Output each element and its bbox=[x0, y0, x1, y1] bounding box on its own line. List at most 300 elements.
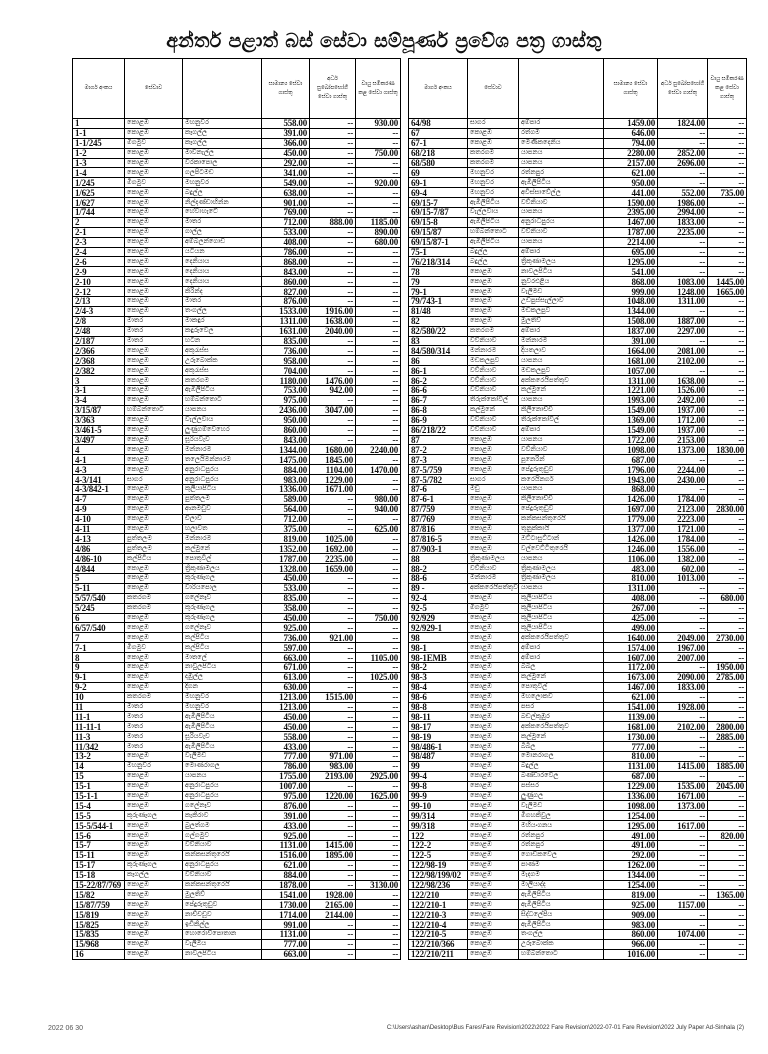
route-number-cell: 87-5/759 bbox=[409, 465, 468, 475]
origin-cell: කොළඹ bbox=[125, 158, 183, 168]
semi-luxury-fare-cell: -- bbox=[310, 682, 356, 692]
destination-cell: ඇඹිලිපිටිය bbox=[183, 722, 262, 732]
origin-cell: කුරුණෑගල bbox=[125, 811, 183, 821]
table-row bbox=[409, 544, 747, 554]
destination-cell: ගලපිටමඩ bbox=[183, 168, 262, 178]
semi-luxury-fare-cell: 1311.00 bbox=[658, 297, 708, 307]
semi-luxury-fare-cell: 1025.00 bbox=[310, 534, 356, 544]
origin-cell: කොළඹ bbox=[125, 465, 183, 475]
destination-cell: දිගන bbox=[183, 682, 262, 692]
ac-fare-cell: -- bbox=[708, 316, 747, 326]
semi-luxury-fare-cell: 1671.00 bbox=[658, 791, 708, 801]
destination-cell: දෙනියාය bbox=[183, 277, 262, 287]
destination-cell: කල්මුනේ bbox=[183, 544, 262, 554]
origin-cell: කොළඹ bbox=[468, 841, 519, 851]
ac-fare-cell: -- bbox=[356, 939, 401, 949]
table-row bbox=[409, 702, 747, 712]
semi-luxury-fare-cell: 1074.00 bbox=[658, 930, 708, 940]
table-row bbox=[73, 227, 401, 237]
destination-cell: හොරොව්පොතාන bbox=[183, 930, 262, 940]
destination-cell: කුලියාපිටිය bbox=[183, 484, 262, 494]
ac-fare-cell: -- bbox=[708, 455, 747, 465]
table-row bbox=[73, 643, 401, 653]
semi-luxury-fare-cell: 1712.00 bbox=[658, 415, 708, 425]
ac-fare-cell: -- bbox=[708, 880, 747, 890]
semi-luxury-fare-cell: -- bbox=[310, 732, 356, 742]
origin-cell: කොළඹ bbox=[125, 217, 183, 227]
destination-cell: වැල්ලවාය bbox=[183, 415, 262, 425]
semi-luxury-fare-cell: -- bbox=[310, 920, 356, 930]
ac-fare-cell: 680.00 bbox=[356, 237, 401, 247]
table-row bbox=[409, 870, 747, 880]
table-row bbox=[409, 732, 747, 742]
normal-fare-cell: 408.00 bbox=[604, 593, 658, 603]
route-number-cell: 67-1 bbox=[409, 138, 468, 148]
ac-fare-cell: -- bbox=[356, 742, 401, 752]
destination-cell: කිලිනොච්චි bbox=[519, 494, 604, 504]
route-number-cell: 13-2 bbox=[73, 752, 125, 762]
destination-cell: රත්ගම bbox=[519, 128, 604, 138]
normal-fare-cell: 621.00 bbox=[262, 860, 310, 870]
normal-fare-cell: 712.00 bbox=[262, 514, 310, 524]
table-row bbox=[409, 504, 747, 514]
destination-cell: යාපනය bbox=[519, 583, 604, 593]
normal-fare-cell: 425.00 bbox=[604, 613, 658, 623]
ac-fare-cell: -- bbox=[708, 771, 747, 781]
origin-cell: කොළඹ bbox=[468, 316, 519, 326]
destination-cell: අනුරාධපුරය bbox=[183, 860, 262, 870]
normal-fare-cell: 810.00 bbox=[604, 573, 658, 583]
destination-cell: මොණරාගල bbox=[183, 761, 262, 771]
destination-cell: බිබිල bbox=[519, 742, 604, 752]
route-number-cell: 15-4 bbox=[73, 801, 125, 811]
origin-cell: කොළඹ bbox=[125, 930, 183, 940]
normal-fare-cell: 753.00 bbox=[262, 386, 310, 396]
normal-fare-cell: 1229.00 bbox=[604, 781, 658, 791]
table-row bbox=[409, 366, 747, 376]
semi-luxury-fare-cell: -- bbox=[658, 366, 708, 376]
ac-fare-cell: -- bbox=[356, 158, 401, 168]
normal-fare-cell: 375.00 bbox=[262, 524, 310, 534]
semi-luxury-fare-cell: -- bbox=[658, 712, 708, 722]
origin-cell: කොළඹ bbox=[125, 613, 183, 623]
semi-luxury-fare-cell: 1916.00 bbox=[310, 306, 356, 316]
normal-fare-cell: 975.00 bbox=[262, 791, 310, 801]
ac-fare-cell: -- bbox=[356, 484, 401, 494]
origin-cell: කල්මුනේ bbox=[468, 405, 519, 415]
destination-cell: ඇඹිලිපිටිය bbox=[519, 920, 604, 930]
table-row bbox=[409, 722, 747, 732]
normal-fare-cell: 777.00 bbox=[604, 742, 658, 752]
normal-fare-cell: 366.00 bbox=[262, 138, 310, 148]
route-number-cell: 3-1 bbox=[73, 386, 125, 396]
normal-fare-cell: 2436.00 bbox=[262, 405, 310, 415]
destination-cell: ඇඹිලිපිටිය bbox=[183, 386, 262, 396]
origin-cell: කොළඹ bbox=[468, 287, 519, 297]
destination-cell: මහනුවර bbox=[183, 178, 262, 188]
semi-luxury-fare-cell: -- bbox=[310, 613, 356, 623]
table-row bbox=[73, 900, 401, 910]
normal-fare-cell: 1246.00 bbox=[604, 544, 658, 554]
ac-fare-cell: 1665.00 bbox=[708, 287, 747, 297]
route-number-cell: 15/968 bbox=[73, 939, 125, 949]
semi-luxury-fare-cell: 2153.00 bbox=[658, 435, 708, 445]
origin-cell: කොළඹ bbox=[468, 514, 519, 524]
route-number-cell: 1-1 bbox=[73, 128, 125, 138]
semi-luxury-fare-cell: -- bbox=[310, 208, 356, 218]
table-row bbox=[73, 208, 401, 218]
normal-fare-cell: 868.00 bbox=[262, 257, 310, 267]
destination-cell: ලුණුගම්වෙහෙර bbox=[183, 425, 262, 435]
route-number-cell: 4/86 bbox=[73, 544, 125, 554]
semi-luxury-fare-cell: 2081.00 bbox=[658, 346, 708, 356]
destination-cell: යාපනය bbox=[183, 771, 262, 781]
destination-cell: තංගල්ල bbox=[183, 306, 262, 316]
destination-cell: අම්පාර bbox=[519, 326, 604, 336]
semi-luxury-fare-cell: 1535.00 bbox=[658, 781, 708, 791]
origin-cell: කොළඹ bbox=[468, 662, 519, 672]
route-number-cell: 9-2 bbox=[73, 682, 125, 692]
ac-fare-cell: -- bbox=[708, 395, 747, 405]
route-number-cell: 9 bbox=[73, 662, 125, 672]
route-number-cell: 88-2 bbox=[409, 564, 468, 574]
semi-luxury-fare-cell: 1680.00 bbox=[310, 445, 356, 455]
route-number-cell: 81/48 bbox=[409, 306, 468, 316]
semi-luxury-fare-cell: -- bbox=[310, 158, 356, 168]
table-row bbox=[409, 217, 747, 227]
route-number-cell: 4-1 bbox=[73, 455, 125, 465]
origin-cell: කොළඹ bbox=[125, 435, 183, 445]
destination-cell: කුරුණෑගල bbox=[183, 603, 262, 613]
destination-cell: වව්නියාව bbox=[519, 227, 604, 237]
normal-fare-cell: 1213.00 bbox=[262, 702, 310, 712]
ac-fare-cell: -- bbox=[356, 752, 401, 762]
table-row bbox=[73, 752, 401, 762]
table-row bbox=[409, 524, 747, 534]
origin-cell: වව්නියාව bbox=[468, 366, 519, 376]
destination-cell: ආනමඩුව bbox=[183, 504, 262, 514]
route-number-cell: 122-2 bbox=[409, 841, 468, 851]
semi-luxury-fare-cell: 1784.00 bbox=[658, 494, 708, 504]
destination-cell: සූරියවැව bbox=[183, 435, 262, 445]
semi-luxury-fare-cell: -- bbox=[658, 247, 708, 257]
normal-fare-cell: 777.00 bbox=[262, 939, 310, 949]
normal-fare-cell: 589.00 bbox=[262, 494, 310, 504]
route-number-cell: 87-3 bbox=[409, 455, 468, 465]
ac-fare-cell: -- bbox=[708, 939, 747, 949]
route-number-cell: 87-5/782 bbox=[409, 475, 468, 485]
origin-cell: මාතර bbox=[125, 742, 183, 752]
semi-luxury-fare-cell: 1415.00 bbox=[310, 841, 356, 851]
route-number-cell: 2/187 bbox=[73, 336, 125, 346]
destination-cell: ඇඹිලිපිටිය bbox=[183, 742, 262, 752]
normal-fare-cell: 687.00 bbox=[604, 455, 658, 465]
destination-cell: සූරියවැව bbox=[183, 732, 262, 742]
destination-cell: ලුණුගල bbox=[519, 791, 604, 801]
destination-cell: අම්බලන්ගොඩ bbox=[183, 237, 262, 247]
ac-fare-cell: 2240.00 bbox=[356, 445, 401, 455]
normal-fare-cell: 1131.00 bbox=[262, 841, 310, 851]
semi-luxury-fare-cell: 1013.00 bbox=[658, 573, 708, 583]
destination-cell: මාතර bbox=[183, 217, 262, 227]
route-number-cell: 15-18 bbox=[73, 870, 125, 880]
destination-cell: නුවරඑළිය bbox=[519, 277, 604, 287]
ac-fare-cell: 2045.00 bbox=[708, 781, 747, 791]
ac-fare-cell: -- bbox=[356, 168, 401, 178]
table-row bbox=[409, 208, 747, 218]
route-number-cell: 3 bbox=[73, 376, 125, 386]
normal-fare-cell: 1673.00 bbox=[604, 672, 658, 682]
route-number-cell: 15-1 bbox=[73, 781, 125, 791]
route-number-cell: 2/368 bbox=[73, 356, 125, 366]
normal-fare-cell: 958.00 bbox=[262, 356, 310, 366]
destination-cell: වැලිමඩ bbox=[519, 801, 604, 811]
table-row bbox=[73, 623, 401, 633]
route-number-cell: 8 bbox=[73, 653, 125, 663]
normal-fare-cell: 1426.00 bbox=[604, 534, 658, 544]
table-row bbox=[409, 653, 747, 663]
ac-fare-cell: -- bbox=[708, 712, 747, 722]
ac-fare-cell: -- bbox=[356, 297, 401, 307]
ac-fare-cell: 890.00 bbox=[356, 227, 401, 237]
route-number-cell: 98-2 bbox=[409, 662, 468, 672]
table-row bbox=[409, 316, 747, 326]
normal-fare-cell: 391.00 bbox=[262, 811, 310, 821]
ac-fare-cell: -- bbox=[708, 257, 747, 267]
semi-luxury-fare-cell: -- bbox=[658, 850, 708, 860]
table-row bbox=[409, 752, 747, 762]
origin-cell: කතරගම bbox=[125, 603, 183, 613]
destination-cell: කිරින්ද bbox=[183, 287, 262, 297]
table-row bbox=[73, 267, 401, 277]
route-number-cell: 4 bbox=[73, 445, 125, 455]
table-row bbox=[409, 821, 747, 831]
semi-luxury-fare-cell: -- bbox=[310, 415, 356, 425]
table-row bbox=[409, 376, 747, 386]
route-number-cell: 122/210 bbox=[409, 890, 468, 900]
destination-cell: මෙණිකදෙනිය bbox=[519, 138, 604, 148]
route-number-cell: 69/15/87 bbox=[409, 227, 468, 237]
table-row bbox=[73, 930, 401, 940]
normal-fare-cell: 1328.00 bbox=[262, 564, 310, 574]
ac-fare-cell: -- bbox=[356, 890, 401, 900]
origin-cell: කොළඹ bbox=[125, 662, 183, 672]
origin-cell: කතරගම bbox=[468, 158, 519, 168]
ac-fare-cell: -- bbox=[708, 643, 747, 653]
route-number-cell: 82/580/22 bbox=[409, 326, 468, 336]
ac-fare-cell: -- bbox=[356, 821, 401, 831]
destination-cell: වව්නියාව bbox=[519, 198, 604, 208]
semi-luxury-fare-cell: -- bbox=[658, 613, 708, 623]
destination-cell: වව්නියාව bbox=[519, 445, 604, 455]
semi-luxury-fare-cell: 2223.00 bbox=[658, 514, 708, 524]
ac-fare-cell: -- bbox=[356, 949, 401, 959]
destination-cell: කල්මුනේ bbox=[519, 386, 604, 396]
route-number-cell: 79/743-1 bbox=[409, 297, 468, 307]
destination-cell: තලෙයිමන්නාරම bbox=[183, 455, 262, 465]
table-row bbox=[409, 672, 747, 682]
semi-luxury-fare-cell: -- bbox=[658, 178, 708, 188]
route-number-cell: 1/625 bbox=[73, 188, 125, 198]
semi-luxury-fare-cell: -- bbox=[658, 583, 708, 593]
destination-cell: මන්නාරම bbox=[183, 534, 262, 544]
normal-fare-cell: 1787.00 bbox=[604, 227, 658, 237]
ac-fare-cell: -- bbox=[356, 920, 401, 930]
destination-cell: බදුල්ල bbox=[183, 188, 262, 198]
semi-luxury-fare-cell: 1986.00 bbox=[658, 198, 708, 208]
table-row bbox=[409, 247, 747, 257]
origin-cell: කොළඹ bbox=[125, 277, 183, 287]
table-row bbox=[409, 623, 747, 633]
origin-cell: මාතර bbox=[125, 722, 183, 732]
ac-fare-cell: -- bbox=[356, 138, 401, 148]
normal-fare-cell: 1254.00 bbox=[604, 811, 658, 821]
semi-luxury-fare-cell: 1515.00 bbox=[310, 692, 356, 702]
route-number-cell: 11-1 bbox=[73, 712, 125, 722]
destination-cell: මාතලේ bbox=[183, 653, 262, 663]
origin-cell: කොළඹ bbox=[125, 366, 183, 376]
ac-fare-cell: -- bbox=[356, 475, 401, 485]
table-row bbox=[409, 841, 747, 851]
route-number-cell: 15 bbox=[73, 771, 125, 781]
ac-fare-cell: 1185.00 bbox=[356, 217, 401, 227]
table-row bbox=[73, 336, 401, 346]
semi-luxury-fare-cell: 2090.00 bbox=[658, 672, 708, 682]
table-row bbox=[73, 791, 401, 801]
semi-luxury-fare-cell: 2297.00 bbox=[658, 326, 708, 336]
destination-cell: කල්පිටිය bbox=[183, 633, 262, 643]
semi-luxury-fare-cell: -- bbox=[658, 771, 708, 781]
ac-fare-cell: -- bbox=[708, 158, 747, 168]
destination-cell: නාච්චඩූව bbox=[183, 910, 262, 920]
semi-luxury-fare-cell: 1845.00 bbox=[310, 455, 356, 465]
destination-cell: අකුරැස්ස bbox=[183, 346, 262, 356]
ac-fare-cell: -- bbox=[708, 850, 747, 860]
origin-cell: කොළඹ bbox=[125, 306, 183, 316]
route-number-cell: 87/816 bbox=[409, 524, 468, 534]
route-number-cell: 76/218/314 bbox=[409, 257, 468, 267]
destination-cell: හටන bbox=[183, 336, 262, 346]
table-row bbox=[73, 742, 401, 752]
semi-luxury-fare-cell: -- bbox=[310, 623, 356, 633]
table-row bbox=[73, 198, 401, 208]
normal-fare-cell: 2280.00 bbox=[604, 148, 658, 158]
origin-cell: මහනුවර bbox=[468, 178, 519, 188]
route-number-cell: 14 bbox=[73, 761, 125, 771]
semi-luxury-fare-cell: -- bbox=[310, 119, 356, 129]
route-number-cell: 64/98 bbox=[409, 119, 468, 129]
destination-cell: උරුබොක්ක bbox=[519, 939, 604, 949]
table-row bbox=[409, 593, 747, 603]
origin-cell: කොළඹ bbox=[125, 257, 183, 267]
ac-fare-cell: 735.00 bbox=[708, 188, 747, 198]
ac-fare-cell: 930.00 bbox=[356, 119, 401, 129]
semi-luxury-fare-cell: -- bbox=[310, 237, 356, 247]
table-row bbox=[73, 672, 401, 682]
origin-cell: කොළඹ bbox=[468, 939, 519, 949]
ac-fare-cell: -- bbox=[708, 366, 747, 376]
destination-cell: ඇඹිලිපිටිය bbox=[519, 178, 604, 188]
ac-fare-cell: -- bbox=[708, 801, 747, 811]
origin-cell: කොළඹ bbox=[468, 910, 519, 920]
normal-fare-cell: 712.00 bbox=[262, 217, 310, 227]
table-row bbox=[73, 653, 401, 663]
table-row bbox=[409, 930, 747, 940]
semi-luxury-fare-cell: -- bbox=[310, 653, 356, 663]
table-row bbox=[409, 386, 747, 396]
destination-cell: උරුබොක්ක bbox=[183, 356, 262, 366]
route-number-cell: 3/363 bbox=[73, 415, 125, 425]
destination-cell: යාපනය bbox=[519, 395, 604, 405]
origin-cell: කොළඹ bbox=[468, 524, 519, 534]
table-row bbox=[409, 742, 747, 752]
normal-fare-cell: 433.00 bbox=[262, 821, 310, 831]
normal-fare-cell: 835.00 bbox=[262, 336, 310, 346]
header-normal-fare: සාමාන්‍ය සේවා ගාස්තු bbox=[262, 59, 310, 119]
ac-fare-cell: -- bbox=[708, 811, 747, 821]
table-row bbox=[73, 841, 401, 851]
semi-luxury-fare-cell: -- bbox=[658, 939, 708, 949]
origin-cell: කොළඹ bbox=[468, 771, 519, 781]
normal-fare-cell: 1180.00 bbox=[262, 376, 310, 386]
normal-fare-cell: 786.00 bbox=[262, 761, 310, 771]
table-row bbox=[409, 435, 747, 445]
route-number-cell: 2-10 bbox=[73, 277, 125, 287]
semi-luxury-fare-cell: 1692.00 bbox=[310, 544, 356, 554]
table-row bbox=[73, 534, 401, 544]
route-number-cell: 92-5 bbox=[409, 603, 468, 613]
table-row bbox=[73, 603, 401, 613]
route-number-cell: 87 bbox=[409, 435, 468, 445]
origin-cell: කොළඹ bbox=[468, 880, 519, 890]
normal-fare-cell: 868.00 bbox=[604, 277, 658, 287]
table-row bbox=[409, 188, 747, 198]
destination-cell: අකුරැස්ස bbox=[183, 366, 262, 376]
origin-cell: කොළඹ bbox=[468, 732, 519, 742]
route-number-cell: 67 bbox=[409, 128, 468, 138]
ac-fare-cell: -- bbox=[356, 692, 401, 702]
destination-cell: කැකිරාව bbox=[183, 811, 262, 821]
semi-luxury-fare-cell: 2144.00 bbox=[310, 910, 356, 920]
route-number-cell: 2/366 bbox=[73, 346, 125, 356]
route-number-cell: 5/57/540 bbox=[73, 593, 125, 603]
normal-fare-cell: 736.00 bbox=[262, 633, 310, 643]
ac-fare-cell: -- bbox=[356, 910, 401, 920]
semi-luxury-fare-cell: 1928.00 bbox=[310, 890, 356, 900]
origin-cell: කොළඹ bbox=[468, 455, 519, 465]
semi-luxury-fare-cell: -- bbox=[310, 949, 356, 959]
origin-cell: කොළඹ bbox=[468, 465, 519, 475]
normal-fare-cell: 843.00 bbox=[262, 435, 310, 445]
table-row bbox=[73, 850, 401, 860]
semi-luxury-fare-cell: -- bbox=[658, 742, 708, 752]
route-number-cell: 122/210-1 bbox=[409, 900, 468, 910]
ac-fare-cell: -- bbox=[708, 306, 747, 316]
semi-luxury-fare-cell: -- bbox=[310, 722, 356, 732]
normal-fare-cell: 736.00 bbox=[262, 346, 310, 356]
normal-fare-cell: 408.00 bbox=[262, 237, 310, 247]
normal-fare-cell: 794.00 bbox=[604, 138, 658, 148]
destination-cell: කුලියාපිටිය bbox=[519, 593, 604, 603]
table-row bbox=[409, 445, 747, 455]
normal-fare-cell: 564.00 bbox=[262, 504, 310, 514]
ac-fare-cell: 1025.00 bbox=[356, 672, 401, 682]
table-row bbox=[409, 554, 747, 564]
ac-fare-cell: -- bbox=[356, 306, 401, 316]
semi-luxury-fare-cell: 1638.00 bbox=[658, 376, 708, 386]
table-row bbox=[73, 425, 401, 435]
origin-cell: කොළඹ bbox=[125, 356, 183, 366]
